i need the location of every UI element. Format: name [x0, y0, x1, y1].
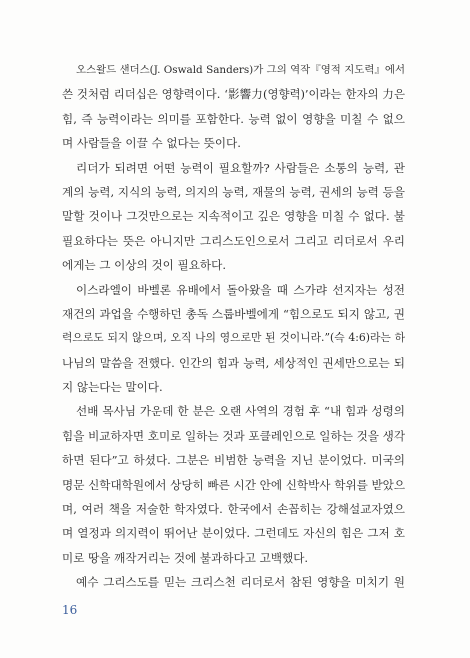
text-line: 리더가 되려면 어떤 능력이 필요할까? 사람들은 소통의 능력, 관 [76, 160, 405, 175]
text-line: 힘, 즉 능력이라는 의미를 포함한다. 능력 없이 영향을 미칠 수 없으 [62, 111, 405, 126]
text-line: 하면 된다”고 하셨다. 그분은 비범한 능력을 지닌 분이었다. 미국의 [62, 453, 405, 468]
text-line: 나님의 말씀을 전했다. 인간의 힘과 능력, 세상적인 권세만으로는 되 [62, 355, 405, 370]
text-line: 미로 땅을 깨작거리는 것에 불과하다고 고백했다. [62, 550, 309, 565]
text-line: 며, 여러 책을 저술한 학자였다. 한국에서 손꼽히는 강해설교자였으 [62, 502, 405, 517]
paragraph [62, 58, 405, 156]
paragraph [62, 399, 405, 570]
page-number: 16 [62, 603, 78, 617]
text-line: 말할 것이나 그것만으로는 지속적이고 깊은 영향을 미칠 수 없다. 불 [62, 209, 405, 224]
body-text [62, 58, 405, 595]
text-line: 선배 목사님 가운데 한 분은 오랜 사역의 경험 후 “내 힘과 성령의 [76, 404, 405, 419]
paragraph [62, 570, 405, 594]
text-line: 지 않는다는 말이다. [62, 380, 163, 395]
text-line: 명문 신학대학원에서 상당히 빠른 시간 안에 신학박사 학위를 받았으 [62, 477, 405, 492]
text-line: 이스라엘이 바벨론 유배에서 돌아왔을 때 스가랴 선지자는 성전 [76, 282, 405, 297]
text-line: 재건의 과업을 수행하던 총독 스룹바벨에게 “힘으로도 되지 않고, 권 [62, 306, 405, 321]
text-line: 힘을 비교하자면 호미로 일하는 것과 포클레인으로 일하는 것을 생각 [62, 428, 405, 443]
text-line: 며 사람들을 이끌 수 없다는 뜻이다. [62, 136, 241, 151]
paragraph [62, 156, 405, 278]
paragraph [62, 278, 405, 400]
text-line: 계의 능력, 지식의 능력, 의지의 능력, 재물의 능력, 권세의 능력 등을 [62, 184, 405, 199]
text-line: 며 열정과 의지력이 뛰어난 분이었다. 그런데도 자신의 힘은 그저 호 [62, 526, 405, 541]
text-line: 에게는 그 이상의 것이 필요하다. [62, 258, 227, 273]
text-line: 쓴 것처럼 리더십은 영향력이다. ‘影響力(영향력)’이라는 한자의 力은 [62, 87, 405, 102]
text-line: 필요하다는 뜻은 아니지만 그리스도인으로서 그리고 리더로서 우리 [62, 233, 405, 248]
text-line: 오스왈드 샌더스(J. Oswald Sanders)가 그의 역작『영적 지도력』에서 [76, 64, 405, 76]
text-line: 예수 그리스도를 믿는 크리스천 리더로서 참된 영향을 미치기 원 [76, 575, 405, 590]
text-line: 력으로도 되지 않으며, 오직 나의 영으로만 된 것이니라.”(슥 4:6)라는 하 [62, 331, 405, 345]
